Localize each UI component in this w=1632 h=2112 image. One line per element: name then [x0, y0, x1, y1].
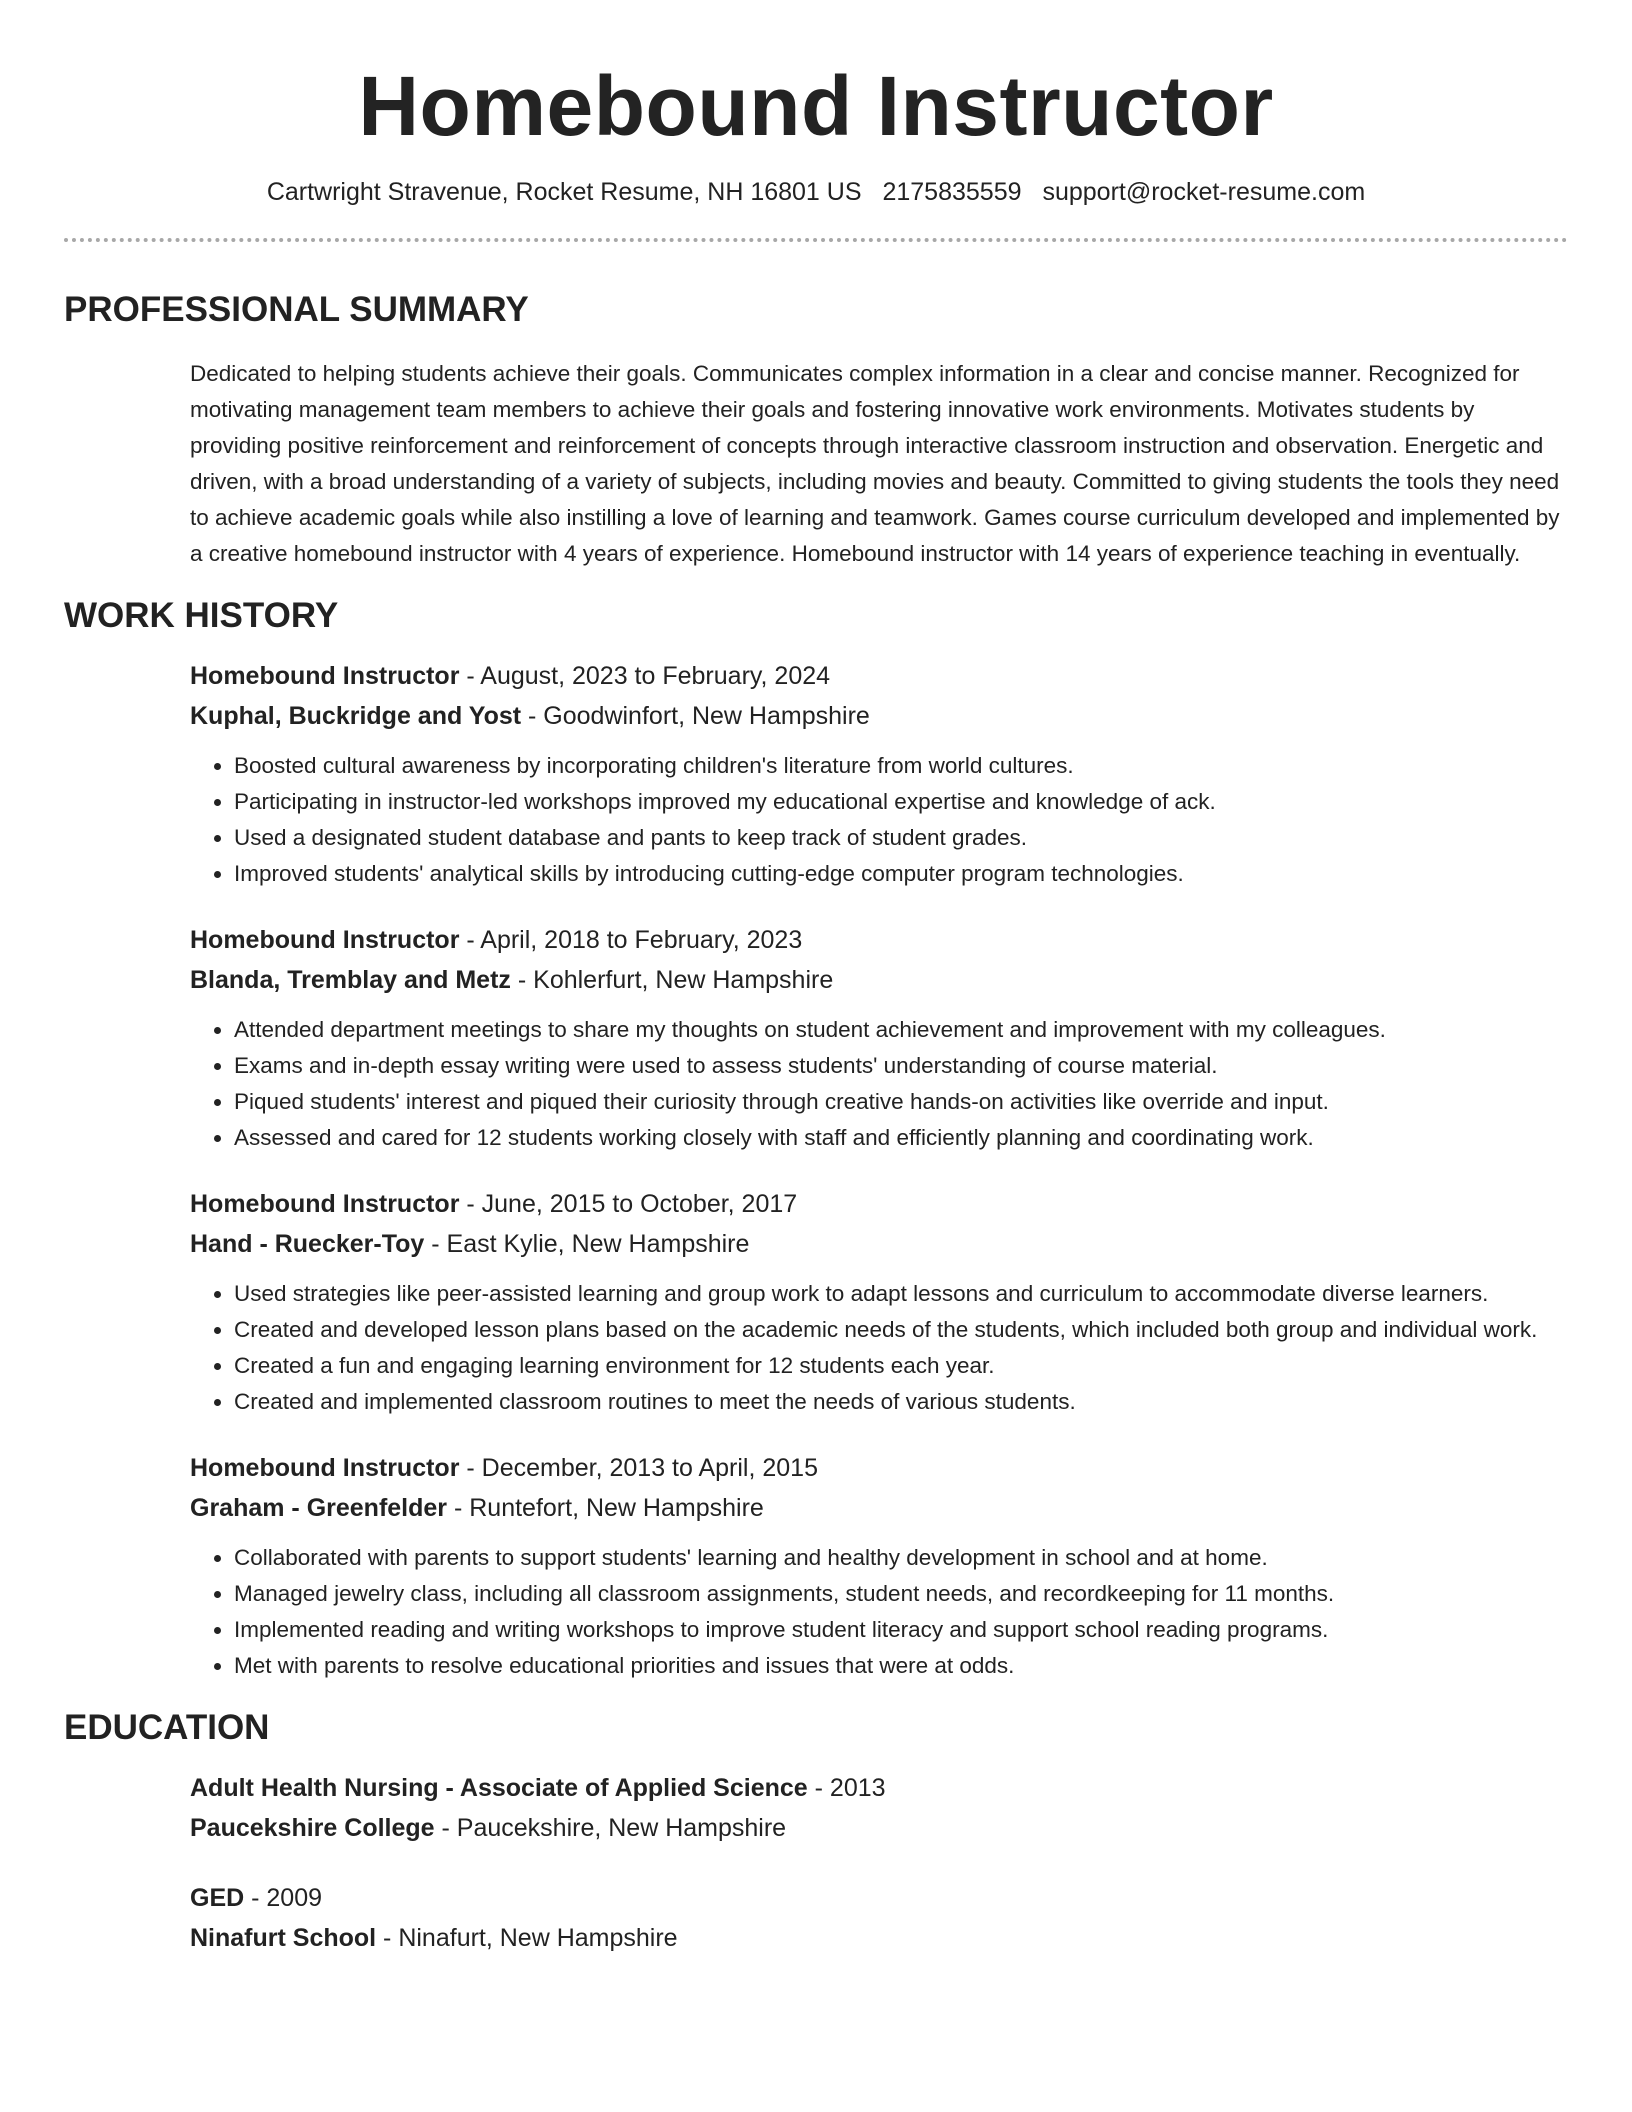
- education-school-line: [190, 1918, 1560, 1958]
- job-company: Hand - Ruecker-Toy: [190, 1230, 425, 1258]
- job-dates: - June, 2015 to October, 2017: [459, 1190, 798, 1218]
- job-company: Blanda, Tremblay and Metz: [190, 966, 511, 994]
- job-spacer: [190, 1156, 1560, 1184]
- contact-line: [64, 176, 1568, 208]
- job-company-line: [190, 696, 1560, 736]
- education-section: [64, 1706, 1568, 1958]
- job-bullet: • Participating in instructor-led workshops improved my educational expertise and knowledge of ack.: [234, 784, 1560, 820]
- job-location: - Runtefort, New Hampshire: [447, 1494, 764, 1522]
- job-dates: - December, 2013 to April, 2015: [459, 1454, 818, 1482]
- job-position: Homebound Instructor: [190, 662, 460, 690]
- job-bullet: • Met with parents to resolve educational priorities and issues that were at odds.: [234, 1648, 1560, 1684]
- education-spacer: [190, 1848, 1560, 1878]
- education-location: - Ninafurt, New Hampshire: [376, 1924, 678, 1952]
- education-school: Ninafurt School: [190, 1924, 377, 1952]
- job-bullets: [190, 1012, 1560, 1156]
- job-bullet: • Collaborated with parents to support students' learning and healthy development in school and at home.: [234, 1540, 1560, 1576]
- job-company-line: [190, 1224, 1560, 1264]
- job-bullet: • Boosted cultural awareness by incorporating children's literature from world cultures.: [234, 748, 1560, 784]
- contact-email: support@rocket-resume.com: [1042, 178, 1366, 206]
- job-location: - East Kylie, New Hampshire: [424, 1230, 750, 1258]
- summary-heading: PROFESSIONAL SUMMARY: [64, 290, 529, 329]
- education-school: Paucekshire College: [190, 1814, 435, 1842]
- job-entry: [190, 1448, 1560, 1684]
- job-dates: - April, 2018 to February, 2023: [459, 926, 803, 954]
- job-bullet: • Created and implemented classroom routines to meet the needs of various students.: [234, 1384, 1560, 1420]
- job-bullet: • Implemented reading and writing workshops to improve student literacy and support school reading programs.: [234, 1612, 1560, 1648]
- job-company: Graham - Greenfelder: [190, 1494, 448, 1522]
- education-degree-line: [190, 1768, 1560, 1808]
- job-company-line: [190, 960, 1560, 1000]
- job-bullet: • Created a fun and engaging learning environment for 12 students each year.: [234, 1348, 1560, 1384]
- job-bullet: • Used a designated student database and pants to keep track of student grades.: [234, 820, 1560, 856]
- job-title-line: [190, 920, 1560, 960]
- job-position: Homebound Instructor: [190, 926, 460, 954]
- summary-text: Dedicated to helping students achieve their goals. Communicates complex information in a clear and concise manner. Recognized for motivating management team members to achieve their goals and fostering innovative work environments. Motivates students by providing positive reinforcement and reinforcement of concepts through interactive classroom instruction and observation. Energetic and driven, with a broad understanding of a variety of subjects, including movies and beauty. Committed to giving students the tools they need to achieve academic goals while also instilling a love of learning and teamwork. Games course curriculum developed and implemented by a creative homebound instructor with 4 years of experience. Homebound instructor with 14 years of experience teaching in eventually.: [190, 361, 1560, 566]
- education-degree: Adult Health Nursing - Associate of Applied Science: [190, 1774, 808, 1802]
- job-bullet: • Created and developed lesson plans based on the academic needs of the students, which included both group and individual work.: [234, 1312, 1560, 1348]
- job-bullet: • Attended department meetings to share my thoughts on student achievement and improvement with my colleagues.: [234, 1012, 1560, 1048]
- job-bullets: [190, 1540, 1560, 1684]
- job-company: Kuphal, Buckridge and Yost: [190, 702, 522, 730]
- job-title-line: [190, 1448, 1560, 1488]
- job-spacer: [190, 892, 1560, 920]
- resume-name: Homebound Instructor: [358, 59, 1274, 153]
- contact-phone: 2175835559: [882, 178, 1022, 206]
- work-history-body: [64, 656, 1568, 1684]
- job-entry: [190, 920, 1560, 1156]
- job-spacer: [190, 1420, 1560, 1448]
- job-bullet: • Managed jewelry class, including all classroom assignments, student needs, and recordkeeping for 11 months.: [234, 1576, 1560, 1612]
- education-entry: [190, 1768, 1560, 1848]
- job-title-line: [190, 656, 1560, 696]
- job-position: Homebound Instructor: [190, 1190, 460, 1218]
- contact-address: Cartwright Stravenue, Rocket Resume, NH 16801 US: [266, 178, 862, 206]
- job-bullet: • Used strategies like peer-assisted learning and group work to adapt lessons and curriculum to accommodate diverse learners.: [234, 1276, 1560, 1312]
- education-location: - Paucekshire, New Hampshire: [434, 1814, 787, 1842]
- job-position: Homebound Instructor: [190, 1454, 460, 1482]
- education-year: - 2013: [807, 1774, 886, 1802]
- education-degree-line: [190, 1878, 1560, 1918]
- education-school-line: [190, 1808, 1560, 1848]
- education-heading: EDUCATION: [64, 1708, 270, 1747]
- job-bullet: • Exams and in-depth essay writing were used to assess students' understanding of course material.: [234, 1048, 1560, 1084]
- job-location: - Goodwinfort, New Hampshire: [521, 702, 870, 730]
- job-bullets: [190, 748, 1560, 892]
- education-degree: GED: [190, 1884, 245, 1912]
- job-bullet: • Improved students' analytical skills by introducing cutting-edge computer program technologies.: [234, 856, 1560, 892]
- summary-section: [64, 288, 1568, 572]
- job-bullet: • Assessed and cared for 12 students working closely with staff and efficiently planning and coordinating work.: [234, 1120, 1560, 1156]
- education-body: [64, 1768, 1568, 1958]
- header-divider: [64, 238, 1568, 242]
- job-title-line: [190, 1184, 1560, 1224]
- job-dates: - August, 2023 to February, 2024: [459, 662, 831, 690]
- job-company-line: [190, 1488, 1560, 1528]
- education-year: - 2009: [244, 1884, 323, 1912]
- summary-body: [64, 356, 1568, 572]
- work-history-section: [64, 594, 1568, 1684]
- job-entry: [190, 1184, 1560, 1420]
- job-bullets: [190, 1276, 1560, 1420]
- education-entry: [190, 1878, 1560, 1958]
- work-history-heading: WORK HISTORY: [64, 596, 339, 635]
- job-bullet: • Piqued students' interest and piqued their curiosity through creative hands-on activities like override and input.: [234, 1084, 1560, 1120]
- job-location: - Kohlerfurt, New Hampshire: [510, 966, 834, 994]
- job-entry: [190, 656, 1560, 892]
